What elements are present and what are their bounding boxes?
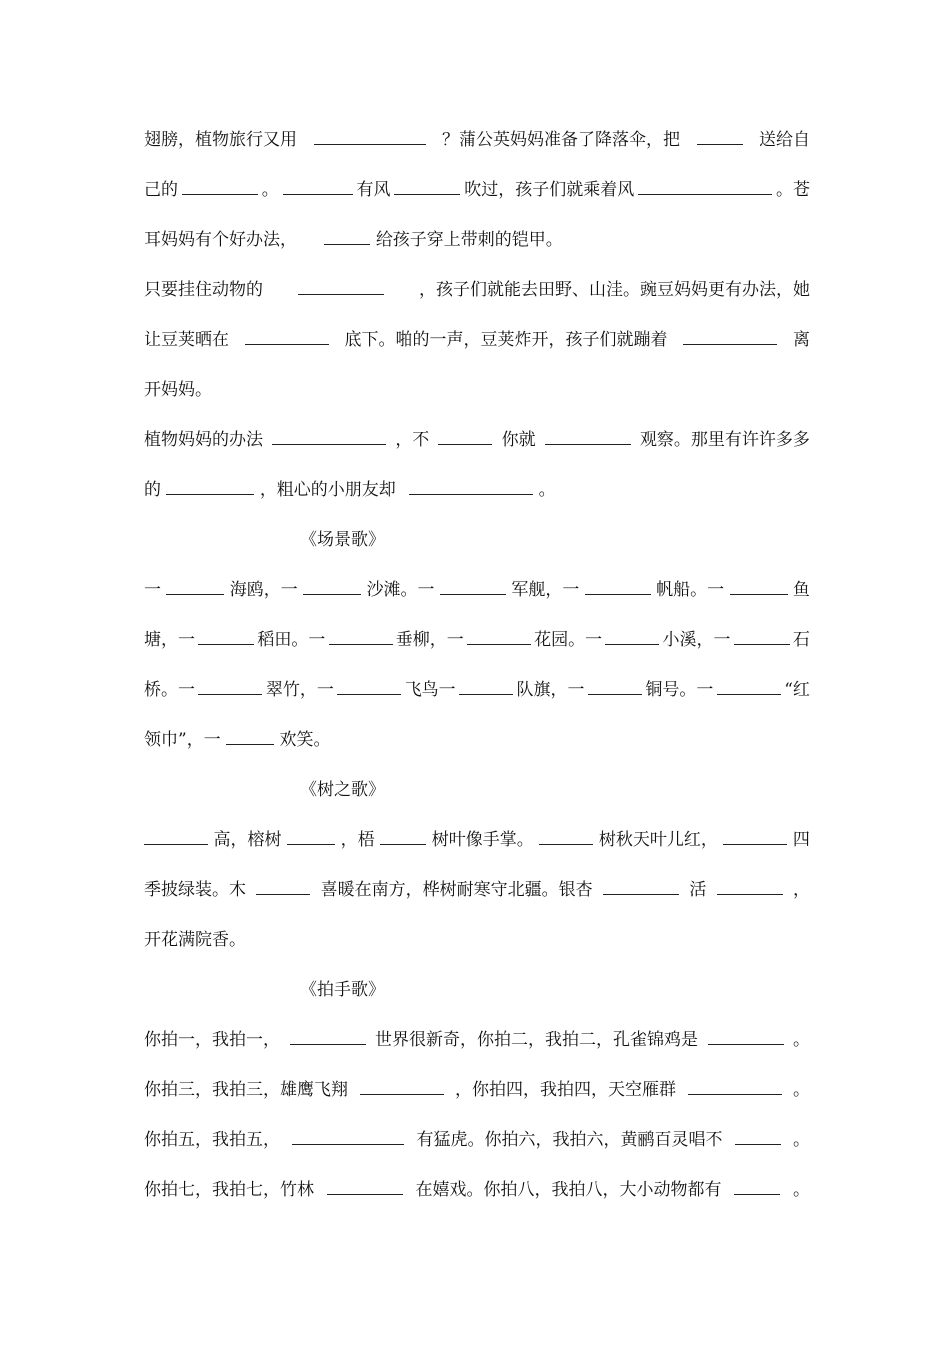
fill-blank[interactable] [440, 576, 506, 595]
line-text: 。 [793, 1180, 810, 1200]
fill-blank[interactable] [638, 176, 772, 195]
fill-blank[interactable] [409, 476, 533, 495]
line-text: 翠竹，一 [265, 680, 334, 700]
line-text: 垂柳，一 [395, 630, 464, 650]
fill-blank[interactable] [688, 1076, 782, 1095]
fill-blank[interactable] [734, 1176, 780, 1195]
fill-blank[interactable] [272, 426, 386, 445]
line-text: 海鸥，一 [229, 580, 298, 600]
fill-blank[interactable] [314, 126, 426, 145]
line-text: 沙滩。一 [366, 580, 435, 600]
line-text: ，不 [395, 430, 430, 450]
text-line [144, 875, 810, 905]
line-text: 树秋天叶儿红， [598, 830, 718, 850]
line-text: 鱼 [792, 580, 810, 600]
line-text: 己的 [144, 180, 178, 200]
line-text: ，孩子们就能去田野、山洼。豌豆妈妈更有办法，她 [419, 280, 810, 300]
text-line [144, 175, 810, 205]
poem-title: 《拍手歌》 [300, 980, 385, 1000]
line-text: 你就 [501, 430, 536, 450]
line-text: 你拍一，我拍一， [144, 1030, 280, 1050]
fill-blank[interactable] [324, 226, 370, 245]
fill-blank[interactable] [394, 176, 460, 195]
fill-blank[interactable] [438, 426, 492, 445]
line-text: 底下。啪的一声，豆荚炸开，孩子们就蹦着 [344, 330, 668, 350]
text-line [144, 125, 810, 155]
line-text: 。 [793, 1030, 810, 1050]
fill-blank[interactable] [327, 1176, 403, 1195]
text-line [144, 325, 810, 355]
poem-title: 《树之歌》 [300, 780, 385, 800]
line-text: 喜暖在南方，桦树耐寒守北疆。银杏 [320, 880, 593, 900]
fill-blank[interactable] [144, 826, 208, 845]
fill-blank[interactable] [467, 626, 531, 645]
text-line [144, 1175, 810, 1205]
line-text: 观察。那里有许许多多 [639, 430, 810, 450]
fill-blank[interactable] [337, 676, 401, 695]
line-text: 。 [793, 1080, 810, 1100]
line-text: 你拍三，我拍三，雄鹰飞翔 [144, 1080, 348, 1100]
fill-blank[interactable] [380, 826, 426, 845]
text-line [144, 225, 810, 255]
line-text: ，粗心的小朋友却 [259, 480, 396, 500]
fill-blank[interactable] [717, 876, 783, 895]
line-text: 有风 [356, 180, 391, 200]
line-text: 一 [144, 580, 161, 600]
line-text: 开花满院香。 [144, 930, 246, 950]
text-line [144, 625, 810, 655]
line-text: 队旗，一 [516, 680, 585, 700]
fill-blank[interactable] [290, 1026, 366, 1045]
line-text: ，你拍四，我拍四，天空雁群 [455, 1080, 676, 1100]
fill-blank[interactable] [256, 876, 310, 895]
line-text: 吹过，孩子们就乘着风 [464, 180, 635, 200]
fill-blank[interactable] [287, 826, 335, 845]
fill-blank[interactable] [182, 176, 258, 195]
line-text: 植物妈妈的办法 [144, 430, 263, 450]
text-line [144, 725, 810, 755]
fill-blank[interactable] [603, 876, 679, 895]
fill-blank[interactable] [734, 626, 790, 645]
line-text: 活 [689, 880, 707, 900]
line-text: 给孩子穿上带刺的铠甲。 [375, 230, 563, 250]
fill-blank[interactable] [198, 676, 262, 695]
text-line [144, 825, 810, 855]
fill-blank[interactable] [735, 1126, 781, 1145]
line-text: 季披绿装。木 [144, 880, 246, 900]
text-line [144, 575, 810, 605]
line-text: 。 [793, 1130, 810, 1150]
text-line [144, 925, 810, 955]
line-text: 翅膀，植物旅行又用 [144, 130, 297, 150]
fill-blank[interactable] [166, 576, 224, 595]
fill-blank[interactable] [588, 676, 642, 695]
fill-blank[interactable] [723, 826, 787, 845]
line-text: 桥。一 [144, 680, 195, 700]
line-text: 离 [793, 330, 810, 350]
text-line [144, 1125, 810, 1155]
line-text: 军舰，一 [511, 580, 580, 600]
line-text: 。 [261, 180, 279, 200]
text-line [144, 675, 810, 705]
fill-blank[interactable] [697, 126, 743, 145]
line-text: ， [792, 880, 810, 900]
line-text: ？蒲公英妈妈准备了降落伞，把 [442, 130, 680, 150]
text-line [144, 1075, 810, 1105]
poem-title: 《场景歌》 [300, 530, 385, 550]
line-text: 欢笑。 [279, 730, 331, 750]
fill-blank[interactable] [605, 626, 659, 645]
line-text: 塘，一 [144, 630, 195, 650]
line-text: 在嬉戏。你拍八，我拍八，大小动物都有 [415, 1180, 722, 1200]
fill-blank[interactable] [245, 326, 329, 345]
line-text: “红 [784, 680, 810, 700]
line-text: 小溪，一 [662, 630, 731, 650]
line-text: 帆船。一 [656, 580, 725, 600]
fill-blank[interactable] [292, 1126, 404, 1145]
fill-blank[interactable] [360, 1076, 444, 1095]
fill-blank[interactable] [329, 626, 393, 645]
fill-blank[interactable] [298, 276, 384, 295]
fill-blank[interactable] [226, 726, 274, 745]
line-text: 稻田。一 [257, 630, 326, 650]
fill-blank[interactable] [166, 476, 254, 495]
text-line [144, 275, 810, 305]
line-text: 有猛虎。你拍六，我拍六，黄鹂百灵唱不 [416, 1130, 723, 1150]
fill-blank[interactable] [283, 176, 353, 195]
line-text: 花园。一 [534, 630, 603, 650]
fill-blank[interactable] [539, 826, 593, 845]
line-text: 你拍七，我拍七，竹林 [144, 1180, 314, 1200]
line-text: 树叶像手掌。 [431, 830, 534, 850]
fill-blank[interactable] [683, 326, 777, 345]
line-text: 领巾”，一 [144, 730, 221, 750]
line-text: 飞鸟一 [404, 680, 456, 700]
fill-blank[interactable] [198, 626, 254, 645]
line-text: 。苍 [776, 180, 810, 200]
fill-blank[interactable] [717, 676, 781, 695]
line-text: 铜号。一 [645, 680, 714, 700]
line-text: ，梧 [340, 830, 375, 850]
line-text: 高，榕树 [213, 830, 282, 850]
fill-blank[interactable] [585, 576, 651, 595]
line-text: 只要挂住动物的 [144, 280, 263, 300]
text-line [144, 375, 810, 405]
line-text: 四 [792, 830, 810, 850]
text-line [144, 1025, 810, 1055]
line-text: 让豆荚晒在 [144, 330, 229, 350]
line-text: 石 [792, 630, 810, 650]
line-text: 送给自 [759, 130, 810, 150]
text-line [144, 475, 810, 505]
line-text: 耳妈妈有个好办法， [144, 230, 297, 250]
line-text: 世界很新奇，你拍二，我拍二，孔雀锦鸡是 [375, 1030, 698, 1050]
line-text: 你拍五，我拍五， [144, 1130, 280, 1150]
fill-blank[interactable] [459, 676, 513, 695]
fill-blank[interactable] [545, 426, 631, 445]
line-text: 开妈妈。 [144, 380, 212, 400]
text-line [144, 425, 810, 455]
fill-blank[interactable] [730, 576, 788, 595]
fill-blank[interactable] [303, 576, 361, 595]
line-text: 的 [144, 480, 161, 500]
line-text: 。 [538, 480, 556, 500]
fill-blank[interactable] [708, 1026, 784, 1045]
